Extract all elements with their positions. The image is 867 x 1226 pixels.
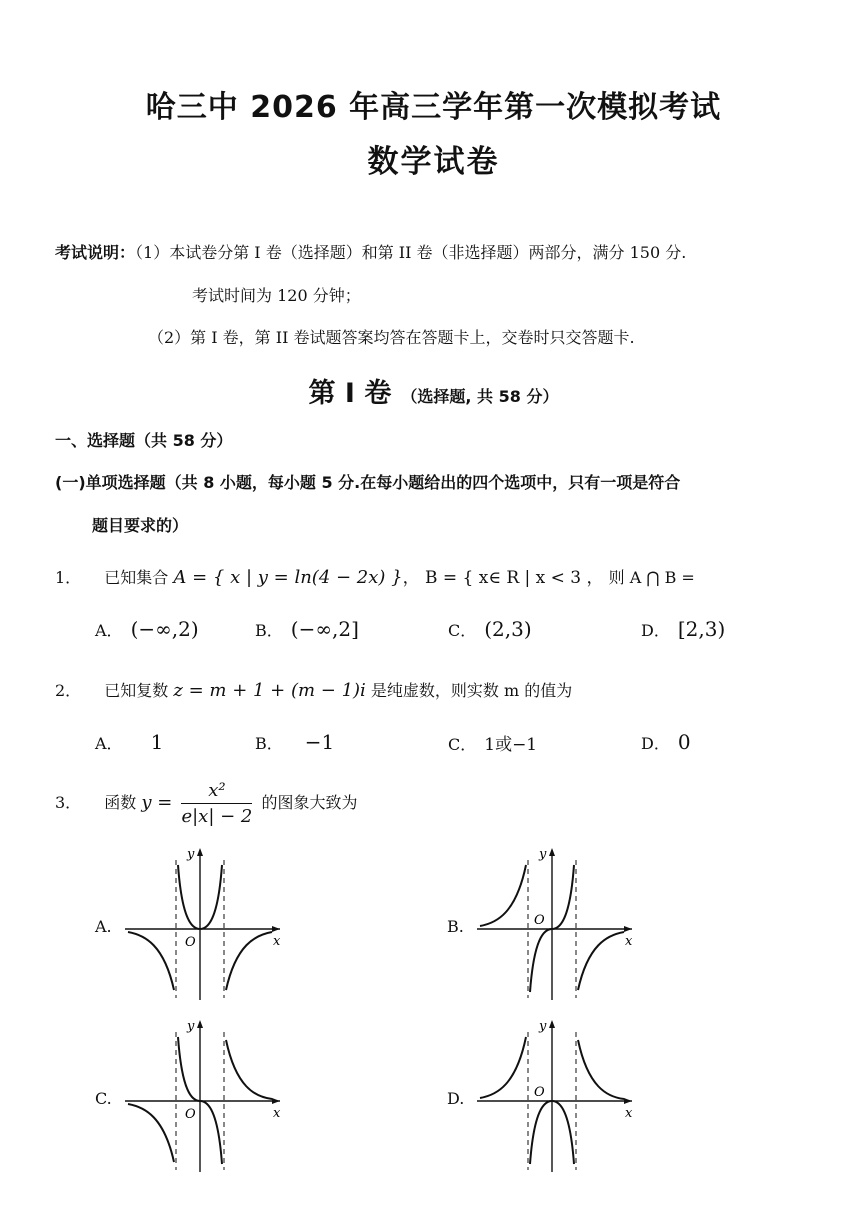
- option-value: (−∞,2]: [290, 617, 359, 641]
- question-1: [55, 563, 695, 588]
- instructions-label: 考试说明：: [55, 243, 136, 262]
- q1-option-c: [448, 617, 532, 641]
- x-axis-arrow: [272, 926, 280, 932]
- option-label: A．: [95, 621, 123, 640]
- question-3-stem-suffix: 的图象大致为: [261, 793, 358, 812]
- q1-option-b: [255, 617, 359, 641]
- exam-title: 哈三中 2026 年高三学年第一次模拟考试: [145, 90, 722, 125]
- option-label: A．: [95, 734, 123, 753]
- q1-option-a: [95, 617, 199, 641]
- origin-label: O: [534, 1085, 545, 1100]
- section-title-main: 第 I 卷: [308, 378, 392, 409]
- question-3-fraction: [181, 780, 252, 827]
- x-axis-label: x: [625, 934, 633, 949]
- y-axis-label: y: [187, 1019, 195, 1034]
- question-3-stem-prefix: 函数: [104, 793, 137, 812]
- origin-label: O: [185, 935, 196, 950]
- option-label: D．: [641, 734, 670, 753]
- question-1-set-a: A = { x | y = ln(4 − 2x) }: [173, 567, 403, 588]
- question-1-stem-suffix: 则 A ⋂ B =: [608, 568, 695, 587]
- curve-right: [226, 932, 272, 990]
- option-value: [2,3): [677, 617, 726, 641]
- y-axis-label: y: [539, 1019, 547, 1034]
- part-heading: 一、选择题（共 58 分）: [55, 431, 233, 450]
- option-value: −1: [304, 730, 335, 754]
- question-1-stem-prefix: 已知集合: [104, 568, 169, 587]
- question-2: [55, 678, 572, 701]
- curve-right: [578, 1040, 624, 1099]
- curve-left: [480, 865, 526, 926]
- origin-label: O: [534, 913, 545, 928]
- y-axis-arrow: [197, 1020, 203, 1028]
- curve-left: [128, 932, 174, 990]
- option-label: C．: [448, 621, 477, 640]
- curve-left: [480, 1037, 526, 1098]
- section-title: [0, 371, 867, 410]
- option-label: B．: [255, 621, 283, 640]
- q2-option-a: [95, 730, 163, 754]
- instructions-line1: [55, 240, 686, 263]
- curve-left: [128, 1104, 174, 1162]
- option-label: B．: [255, 734, 283, 753]
- section-title-sub: （选择题, 共 58 分）: [401, 387, 559, 406]
- graph-d: [472, 1012, 647, 1177]
- graph-a: [120, 840, 295, 1005]
- y-axis-label: y: [187, 847, 195, 862]
- graph-label-b: B.: [447, 917, 464, 936]
- graph-c: [120, 1012, 295, 1177]
- origin-label: O: [185, 1107, 196, 1122]
- question-1-set-b: ， B = { x∈ R | x < 3 ，: [402, 568, 604, 588]
- q2-option-c: [448, 730, 537, 755]
- option-value: (−∞,2): [130, 617, 199, 641]
- option-value: 0: [677, 730, 691, 754]
- x-axis-arrow: [624, 926, 632, 932]
- option-label: C．: [448, 735, 477, 754]
- curve-right: [226, 1040, 272, 1099]
- instructions-line3: （2）第 I 卷，第 II 卷试题答案均答在答题卡上，交卷时只交答题卡.: [148, 328, 635, 347]
- fraction-denominator: e|x| − 2: [181, 806, 253, 827]
- option-value: 1或−1: [484, 735, 538, 755]
- y-axis-arrow: [197, 848, 203, 856]
- question-3-number: 3．: [55, 793, 82, 812]
- option-value: 1: [150, 730, 164, 754]
- sub-heading-line1: (一)单项选择题（共 8 小题，每小题 5 分.在每小题给出的四个选项中，只有一项是符合: [55, 473, 681, 492]
- graph-label-d: D.: [447, 1089, 465, 1108]
- question-2-stem-suffix: 是纯虚数，则实数 m 的值为: [370, 681, 573, 700]
- q2-option-b: [255, 730, 334, 754]
- question-2-stem-prefix: 已知复数: [104, 681, 169, 700]
- q2-option-d: [641, 730, 691, 754]
- option-label: D．: [641, 621, 670, 640]
- question-2-number: 2．: [55, 681, 82, 700]
- x-axis-arrow: [624, 1098, 632, 1104]
- question-2-expr: z = m + 1 + (m − 1)i: [173, 680, 366, 701]
- instructions-line2: 考试时间为 120 分钟；: [192, 286, 361, 305]
- subject-title: 数学试卷: [367, 144, 500, 180]
- q1-option-d: [641, 617, 725, 641]
- y-axis-label: y: [539, 847, 547, 862]
- graph-b: [472, 840, 647, 1005]
- instructions-text-1: （1）本试卷分第 I 卷（选择题）和第 II 卷（非选择题）两部分，满分 150 分.: [135, 243, 687, 262]
- graph-label-c: C.: [95, 1089, 112, 1108]
- x-axis-label: x: [273, 1106, 281, 1121]
- y-axis-arrow: [549, 1020, 555, 1028]
- graph-label-a: A.: [95, 917, 112, 936]
- option-value: (2,3): [484, 617, 532, 641]
- x-axis-label: x: [273, 934, 281, 949]
- x-axis-arrow: [272, 1098, 280, 1104]
- y-axis-arrow: [549, 848, 555, 856]
- question-3-lhs: y =: [141, 792, 173, 813]
- fraction-numerator: x²: [181, 780, 252, 804]
- curve-right: [578, 932, 624, 990]
- question-1-number: 1．: [55, 568, 82, 587]
- question-3: [55, 780, 358, 827]
- x-axis-label: x: [625, 1106, 633, 1121]
- sub-heading-line2: 题目要求的）: [92, 516, 189, 535]
